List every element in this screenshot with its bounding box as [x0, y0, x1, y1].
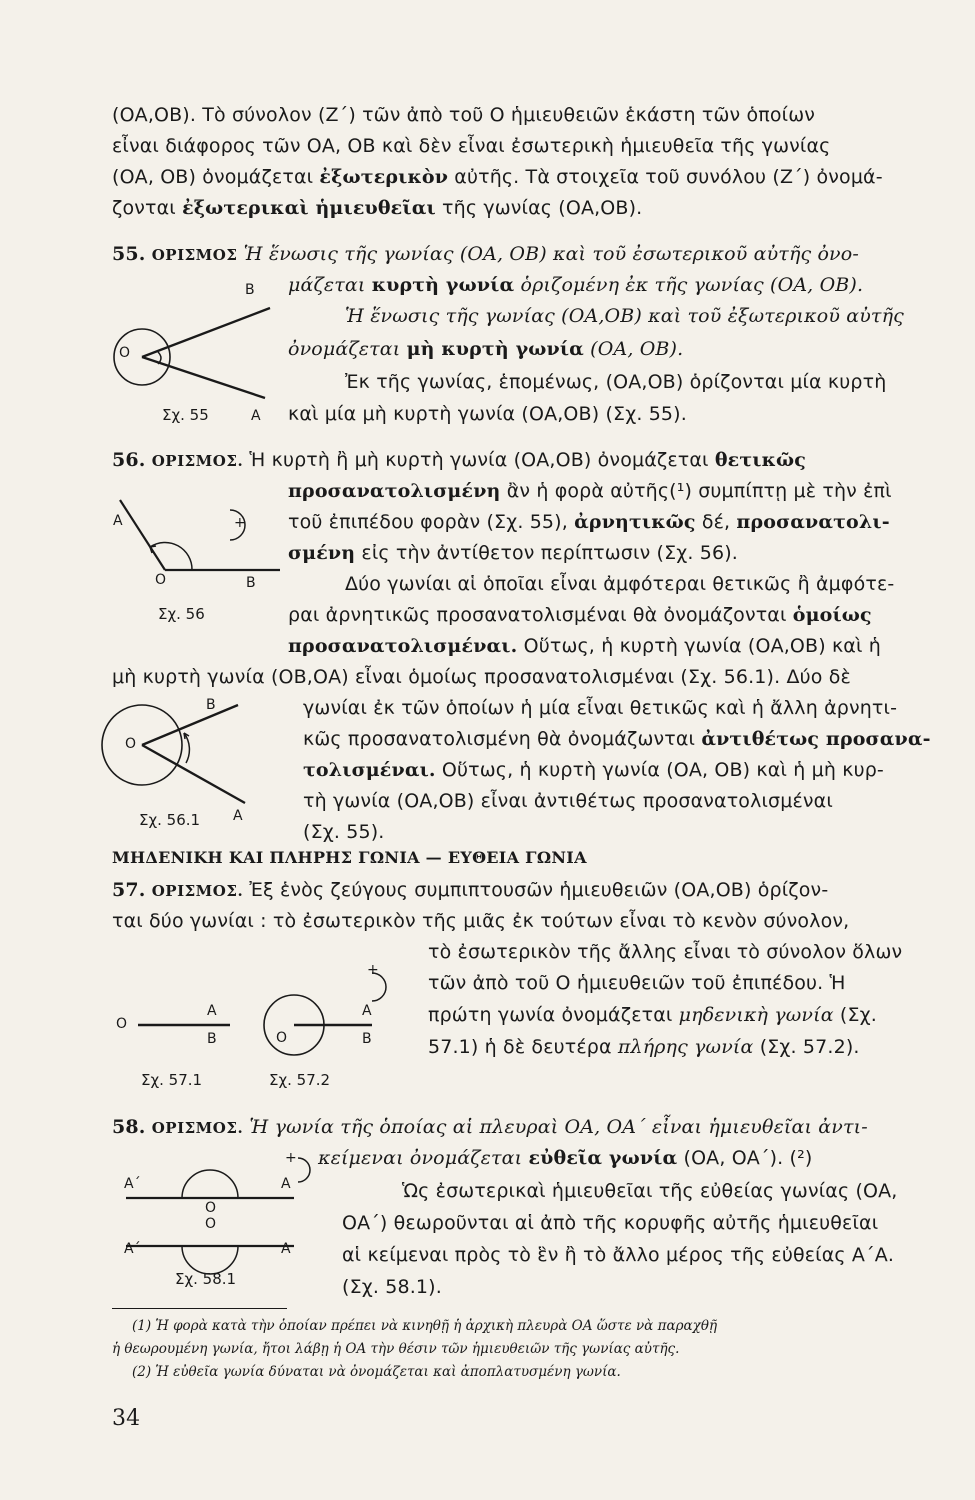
label-A: Α — [281, 1241, 291, 1257]
definition-56-line: τὴ γωνία (ΟΑ,ΟΒ) εἶναι ἀντιθέτως προσανατολισμέναι — [303, 790, 833, 812]
label-A: Α — [362, 1003, 372, 1019]
label-O: Ο — [116, 1016, 128, 1032]
label-A-prime: Α΄ — [124, 1241, 141, 1257]
footnote-divider — [112, 1308, 287, 1309]
label-A: Α — [113, 513, 123, 529]
figure-caption: Σχ. 55 — [162, 406, 209, 424]
label-A: Α — [233, 808, 243, 824]
definition-55-line: μάζεται κυρτὴ γωνία ὁριζομένη ἐκ τῆς γωνίας (ΟΑ, ΟΒ). — [288, 274, 864, 296]
label-O: Ο — [276, 1030, 288, 1046]
definition-55-line: Ἡ ἕνωσις τῆς γωνίας (ΟΑ,ΟΒ) καὶ τοῦ ἐξωτερικοῦ αὐτῆς — [345, 305, 904, 327]
label-B: Β — [362, 1031, 372, 1047]
definition-56-line: μὴ κυρτὴ γωνία (ΟΒ,ΟΑ) εἶναι ὁμοίως προσανατολισμέναι (Σχ. 56.1). Δύο δὲ — [112, 666, 851, 688]
text-line: εἶναι διάφορος τῶν ΟΑ, ΟΒ καὶ δὲν εἶναι ἐσωτερικὴ ἡμιευθεῖα τῆς γωνίας — [112, 135, 831, 157]
label-O: Ο — [205, 1200, 217, 1216]
definition-58-line: ΟΑ΄) θεωροῦνται αἱ ἀπὸ τῆς κορυφῆς αὐτῆς ἡμιευθεῖαι — [342, 1212, 879, 1234]
definition-56-line: ραι ἀρνητικῶς προσανατολισμέναι θὰ ὀνομάζονται ὁμοίως — [288, 604, 872, 626]
definition-56-line: σμένη εἰς τὴν ἀντίθετον περίπτωσιν (Σχ. 56). — [288, 542, 738, 564]
label-A: Α — [207, 1003, 217, 1019]
label-B: Β — [245, 282, 255, 298]
definition-56-line: προσανατολισμένη ἂν ἡ φορὰ αὐτῆς(¹) συμπίπτῃ μὲ τὴν ἐπὶ — [288, 480, 892, 502]
label-A-prime: Α΄ — [124, 1176, 141, 1192]
plus-sign: + — [234, 515, 246, 531]
section-heading: ΜΗΔΕΝΙΚΗ ΚΑΙ ΠΛΗΡΗΣ ΓΩΝΙΑ — ΕΥΘΕΙΑ ΓΩΝΙΑ — [112, 848, 587, 867]
figure-caption: Σχ. 56.1 — [139, 811, 201, 829]
definition-58-line: (Σχ. 58.1). — [342, 1276, 442, 1298]
figure-58-1 — [110, 1140, 330, 1270]
figure-caption: Σχ. 57.1 — [141, 1071, 203, 1089]
text-line: (ΟΑ,ΟΒ). Τὸ σύνολον (Ζ΄) τῶν ἀπὸ τοῦ Ο ἡμιευθειῶν ἑκάστη τῶν ὁποίων — [112, 104, 816, 126]
definition-56-line: τοῦ ἐπιπέδου φορὰν (Σχ. 55), ἀρνητικῶς δέ, προσανατολι- — [288, 511, 890, 533]
definition-58-line: Ὡς ἐσωτερικαὶ ἡμιευθεῖαι τῆς εὐθείας γωνίας (ΟΑ, — [402, 1180, 898, 1202]
text-line: (ΟΑ, ΟΒ) ὀνομάζεται ἐξωτερικὸν αὐτῆς. Τὰ στοιχεῖα τοῦ συνόλου (Ζ΄) ὀνομά- — [112, 166, 883, 188]
definition-57-line: 57.1) ἡ δὲ δευτέρα πλήρης γωνία (Σχ. 57.2). — [428, 1036, 860, 1058]
label-B: Β — [206, 697, 216, 713]
footnote: (1) Ἡ φορὰ κατὰ τὴν ὁποίαν πρέπει νὰ κινηθῇ ἡ ἀρχικὴ πλευρὰ ΟΑ ὥστε νὰ παραχθῇ — [132, 1318, 718, 1334]
footnote: ἡ θεωρουμένη γωνία, ἤτοι λάβῃ ἡ ΟΑ τὴν θέσιν τῶν ἡμιευθειῶν τῆς γωνίας αὐτῆς. — [112, 1341, 680, 1357]
definition-55-line: ὀνομάζεται μὴ κυρτὴ γωνία (ΟΑ, ΟΒ). — [288, 338, 684, 360]
plus-sign: + — [285, 1150, 297, 1166]
definition-56-line: (Σχ. 55). — [303, 821, 385, 843]
definition-56-line: γωνίαι ἐκ τῶν ὁποίων ἡ μία εἶναι θετικῶς καὶ ἡ ἄλλη ἀρνητι- — [303, 697, 898, 719]
footnote: (2) Ἡ εὐθεῖα γωνία δύναται νὰ ὀνομάζεται καὶ ἀποπλατυσμένη γωνία. — [132, 1364, 621, 1380]
definition-58-line: αἱ κείμεναι πρὸς τὸ ἓν ἢ τὸ ἄλλο μέρος τῆς εὐθείας Α΄Α. — [342, 1244, 895, 1266]
page-number: 34 — [112, 1406, 141, 1431]
definition-57-line: 57. ΟΡΙΣΜΟΣ. Ἐξ ἑνὸς ζεύγους συμπιπτουσῶν ἡμιευθειῶν (ΟΑ,ΟΒ) ὁρίζον- — [112, 879, 829, 901]
plus-sign: + — [367, 962, 379, 978]
figure-56-1 — [100, 695, 290, 815]
definition-57-line: ται δύο γωνίαι : τὸ ἐσωτερικὸν τῆς μιᾶς ἐκ τούτων εἶναι τὸ κενὸν σύνολον, — [112, 910, 850, 932]
label-O: Ο — [125, 736, 137, 752]
definition-57-line: πρώτη γωνία ὀνομάζεται μηδενικὴ γωνία (Σχ. — [428, 1004, 877, 1026]
label-B: Β — [246, 575, 256, 591]
figure-caption: Σχ. 58.1 — [175, 1270, 237, 1288]
definition-56-line: προσανατολισμέναι. Οὕτως, ἡ κυρτὴ γωνία (ΟΑ,ΟΒ) καὶ ἡ — [288, 635, 881, 657]
label-O: Ο — [155, 572, 167, 588]
figure-caption: Σχ. 56 — [158, 605, 205, 623]
definition-57-line: τὸ ἐσωτερικὸν τῆς ἄλλης εἶναι τὸ σύνολον ὅλων — [428, 941, 903, 963]
definition-56-line: τολισμέναι. Οὕτως, ἡ κυρτὴ γωνία (ΟΑ, ΟΒ) καὶ ἡ μὴ κυρ- — [303, 759, 884, 781]
definition-55-line: 55. ΟΡΙΣΜΟΣ Ἡ ἕνωσις τῆς γωνίας (ΟΑ, ΟΒ) καὶ τοῦ ἐσωτερικοῦ αὐτῆς ὀνο- — [112, 243, 859, 265]
definition-56-line: Δύο γωνίαι αἱ ὁποῖαι εἶναι ἀμφότεραι θετικῶς ἢ ἀμφότε- — [345, 573, 895, 595]
definition-56-line: 56. ΟΡΙΣΜΟΣ. Ἡ κυρτὴ ἢ μὴ κυρτὴ γωνία (ΟΑ,ΟΒ) ὀνομάζεται θετικῶς — [112, 449, 806, 471]
label-O: Ο — [119, 345, 131, 361]
label-A: Α — [251, 408, 261, 424]
label-A: Α — [281, 1176, 291, 1192]
figure-caption: Σχ. 57.2 — [269, 1071, 331, 1089]
definition-58-line: κείμεναι ὀνομάζεται εὐθεῖα γωνία (ΟΑ, ΟΑ΄). (²) — [318, 1147, 813, 1169]
definition-55-line: καὶ μία μὴ κυρτὴ γωνία (ΟΑ,ΟΒ) (Σχ. 55). — [288, 403, 687, 425]
definition-58-line: 58. ΟΡΙΣΜΟΣ. Ἡ γωνία τῆς ὁποίας αἱ πλευραὶ ΟΑ, ΟΑ΄ εἶναι ἡμιευθεῖαι ἀντι- — [112, 1116, 868, 1138]
label-B: Β — [207, 1031, 217, 1047]
label-O: Ο — [205, 1216, 217, 1232]
definition-55-line: Ἐκ τῆς γωνίας, ἑπομένως, (ΟΑ,ΟΒ) ὁρίζονται μία κυρτὴ — [345, 371, 887, 393]
figure-56 — [110, 490, 290, 580]
definition-56-line: κῶς προσανατολισμένη θὰ ὀνομάζωνται ἀντιθέτως προσανα- — [303, 728, 931, 750]
text-line: ζονται ἐξωτερικαὶ ἡμιευθεῖαι τῆς γωνίας (ΟΑ,ΟΒ). — [112, 197, 643, 219]
definition-57-line: τῶν ἀπὸ τοῦ Ο ἡμιευθειῶν τοῦ ἐπιπέδου. Ἡ — [428, 972, 846, 994]
